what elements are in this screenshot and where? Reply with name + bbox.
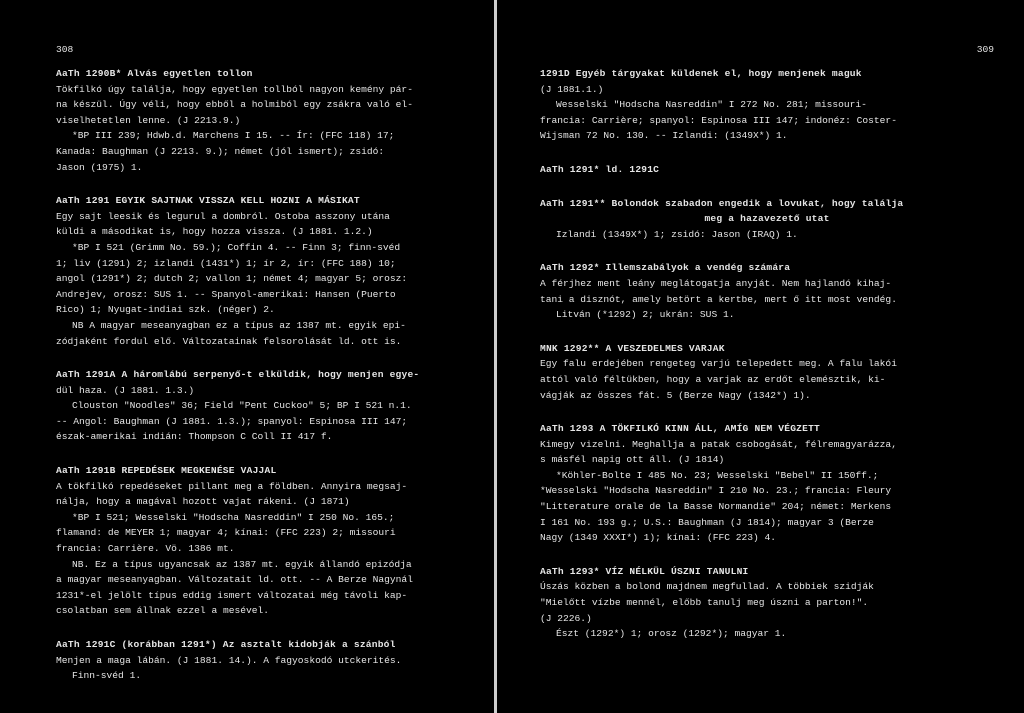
entry-line: Litván (*1292) 2; ukrán: SUS 1. <box>556 309 735 321</box>
entry-line: nálja, hogy a magával hozott vajat rákeni. (J 1871) <box>56 496 350 508</box>
entry-line: *BP I 521; Wesselski "Hodscha Nasreddin" I 250 No. 165.; <box>72 511 395 523</box>
entry-1290b <box>56 66 478 175</box>
entry-line: vágják az összes fát. 5 (Berze Nagy (1342*) 1). <box>540 389 811 401</box>
entry-line: A tökfilkó repedéseket pillant meg a földben. Annyira megsaj- <box>56 480 408 492</box>
entry-heading: AaTh 1291** Bolondok szabadon engedik a lovukat, hogy találja <box>540 197 904 209</box>
entry-heading: AaTh 1293 A TÖKFILKÓ KINN ÁLL, AMÍG NEM VÉGZETT <box>540 423 820 435</box>
entry-heading: 1291D Egyéb tárgyakat küldenek el, hogy menjenek maguk <box>540 68 862 79</box>
page-number: 308 <box>56 44 74 55</box>
entry-1291starstar <box>540 196 994 243</box>
entry-line: francia: Carrière; spanyol: Espinosa III 147; indonéz: Coster- <box>540 114 897 126</box>
entry-line: attól való féltükben, hogy a varjak az erdőt elemésztik, ki- <box>540 373 886 385</box>
entry-line: Kimegy vizelni. Meghallja a patak csobogását, félremagyarázza, <box>540 438 897 450</box>
entry-line: Tökfilkó úgy találja, hogy egyetlen tollból nagyon kemény pár- <box>56 83 413 95</box>
entry-1291star <box>540 162 994 178</box>
entry-1292star <box>540 260 994 322</box>
entry-line: Wesselski "Hodscha Nasreddin" I 272 No. 281; missouri- <box>556 99 867 111</box>
entry-line: Wijsman 72 No. 130. -- Izlandi: (1349X*) 1. <box>540 130 788 142</box>
entry-line: NB. Ez a típus ugyancsak az 1387 mt. egyik állandó epizódja <box>72 558 412 570</box>
entry-heading: AaTh 1292* Illemszabályok a vendég számára <box>540 262 791 274</box>
entry-line: flamand: de MEYER 1; magyar 4; kínai: (FFC 223) 2; missouri <box>56 527 396 539</box>
page-number: 309 <box>976 44 994 55</box>
entry-line: Egy sajt leesik és legurul a dombról. Ostoba asszony utána <box>56 210 390 222</box>
entry-heading: MNK 1292** A VESZEDELMES VARJAK <box>540 342 725 354</box>
entry-line: "Mielőtt vízbe mennél, előbb tanulj meg úszni a parton!". <box>540 597 869 609</box>
left-page <box>0 0 496 713</box>
right-page <box>498 0 1024 713</box>
entry-line: küldi a másodikat is, hogy hozza vissza. (J 1881. 1.2.) <box>56 226 373 238</box>
entry-line: *Köhler-Bolte I 485 No. 23; Wesselski "Bebel" II 150ff.; <box>556 469 879 481</box>
entry-line: -- Angol: Baughman (J 1881. 1.3.); spanyol: Espinosa III 147; <box>56 415 408 427</box>
entry-line: Nagy (1349 XXXI*) 1); kínai: (FFC 223) 4. <box>540 532 777 544</box>
entry-line: *BP I 521 (Grimm No. 59.); Coffin 4. -- Finn 3; finn-svéd <box>72 241 401 253</box>
entry-heading: AaTh 1291A A háromlábú serpenyő-t elküldik, hogy menjen egye- <box>56 369 420 381</box>
entry-heading: AaTh 1290B* Alvás egyetlen tollon <box>56 68 253 79</box>
entry-heading: AaTh 1293* VÍZ NÉLKÜL ÚSZNI TANULNI <box>540 565 749 577</box>
entry-1291b <box>56 463 478 619</box>
entry-line: Rico) 1; Nyugat-indiai szk. (néger) 2. <box>56 304 275 316</box>
entry-line: angol (1291*) 2; dutch 2; vallon 1; német 4; magyar 5; orosz: <box>56 273 408 285</box>
entry-line: Észt (1292*) 1; orosz (1292*); magyar 1. <box>556 628 787 640</box>
entry-line: dül haza. (J 1881. 1.3.) <box>56 384 195 396</box>
entry-line: Jason (1975) 1. <box>56 161 143 173</box>
entry-line: A férjhez ment leány meglátogatja anyját. Nem hajlandó kihaj- <box>540 277 892 289</box>
entry-line: *BP III 239; Hdwb.d. Marchens I 15. -- Ír: (FFC 118) 17; <box>72 130 395 142</box>
entry-heading: AaTh 1291 EGYIK SAJTNAK VISSZA KELL HOZNI A MÁSIKAT <box>56 195 360 207</box>
entry-line: na készül. Úgy véli, hogy ebből a holmiból egy zsákra való el- <box>56 99 413 111</box>
entry-line: NB A magyar meseanyagban ez a típus az 1387 mt. egyik epi- <box>72 319 406 331</box>
entry-line: viselhetetlen lenne. (J 2213.9.) <box>56 114 241 126</box>
entry-line: zódjaként fordul elő. Változatainak felsorolását ld. ott is. <box>56 335 402 347</box>
entry-heading: AaTh 1291C (korábban 1291*) Az asztalt kidobják a szánból <box>56 639 396 650</box>
entry-line: Andrejev, orosz: SUS 1. -- Spanyol-amerikai: Hansen (Puerto <box>56 288 396 300</box>
entry-line: 1231*-el jelölt típus eddig ismert változatai még távoli kap- <box>56 589 408 601</box>
entry-line: I 161 No. 193 g.; U.S.: Baughman (J 1814); magyar 3 (Berze <box>540 516 874 528</box>
entry-line: francia: Carrière. Vö. 1386 mt. <box>56 543 235 555</box>
entry-line: Úszás közben a bolond majdnem megfullad. A többiek szidják <box>540 581 874 593</box>
entry-heading: AaTh 1291B REPEDÉSEK MEGKENÉSE VAJJAL <box>56 465 277 477</box>
entry-line: észak-amerikai indián: Thompson C Coll II 417 f. <box>56 431 333 443</box>
entry-1291a <box>56 367 478 445</box>
entry-1291c <box>56 637 478 684</box>
entry-line: Clouston "Noodles" 36; Field "Pent Cuckoo" 5; BP I 521 n.1. <box>72 400 412 412</box>
entry-line: *Wesselski "Hodscha Nasreddin" I 210 No. 23.; francia: Fleury <box>540 485 892 497</box>
entry-line: (J 1881.1.) <box>540 83 604 95</box>
entry-heading: AaTh 1291* ld. 1291C <box>540 163 660 175</box>
entry-line: a magyar meseanyagban. Változatait ld. ott. -- A Berze Nagynál <box>56 574 413 586</box>
entry-line: meg a hazavezető utat <box>704 213 830 225</box>
page-gutter <box>494 0 497 713</box>
entry-line: csolatban sem állnak ezzel a mesével. <box>56 605 270 617</box>
entry-1291d <box>540 66 994 144</box>
entry-line: Finn-svéd 1. <box>72 670 142 682</box>
entry-mnk-1292 <box>540 341 994 403</box>
entry-1293 <box>540 421 994 546</box>
entry-1293star <box>540 564 994 642</box>
entry-line: (J 2226.) <box>540 612 592 624</box>
entry-line: tani a disznót, amely betört a kertbe, mert ő itt most vendég. <box>540 293 897 305</box>
entry-line: Kanada: Baughman (J 2213. 9.); német (jól ismert); zsidó: <box>56 145 385 157</box>
entry-1291 <box>56 193 478 349</box>
entry-line: s másfél napig ott áll. (J 1814) <box>540 454 725 466</box>
entry-line: Menjen a maga lábán. (J 1881. 14.). A fagyoskodó utckerités. <box>56 654 402 666</box>
entry-line: 1; liv (1291) 2; izlandi (1431*) 1; ír 2, ír: (FFC 188) 10; <box>56 257 396 269</box>
entry-line: Izlandi (1349X*) 1; zsidó: Jason (IRAQ) 1. <box>556 228 798 240</box>
entry-line: "Litterature orale de la Basse Normandie" 204; német: Merkens <box>540 501 892 513</box>
entry-line: Egy falu erdejében rengeteg varjú telepedett meg. A falu lakói <box>540 358 897 370</box>
